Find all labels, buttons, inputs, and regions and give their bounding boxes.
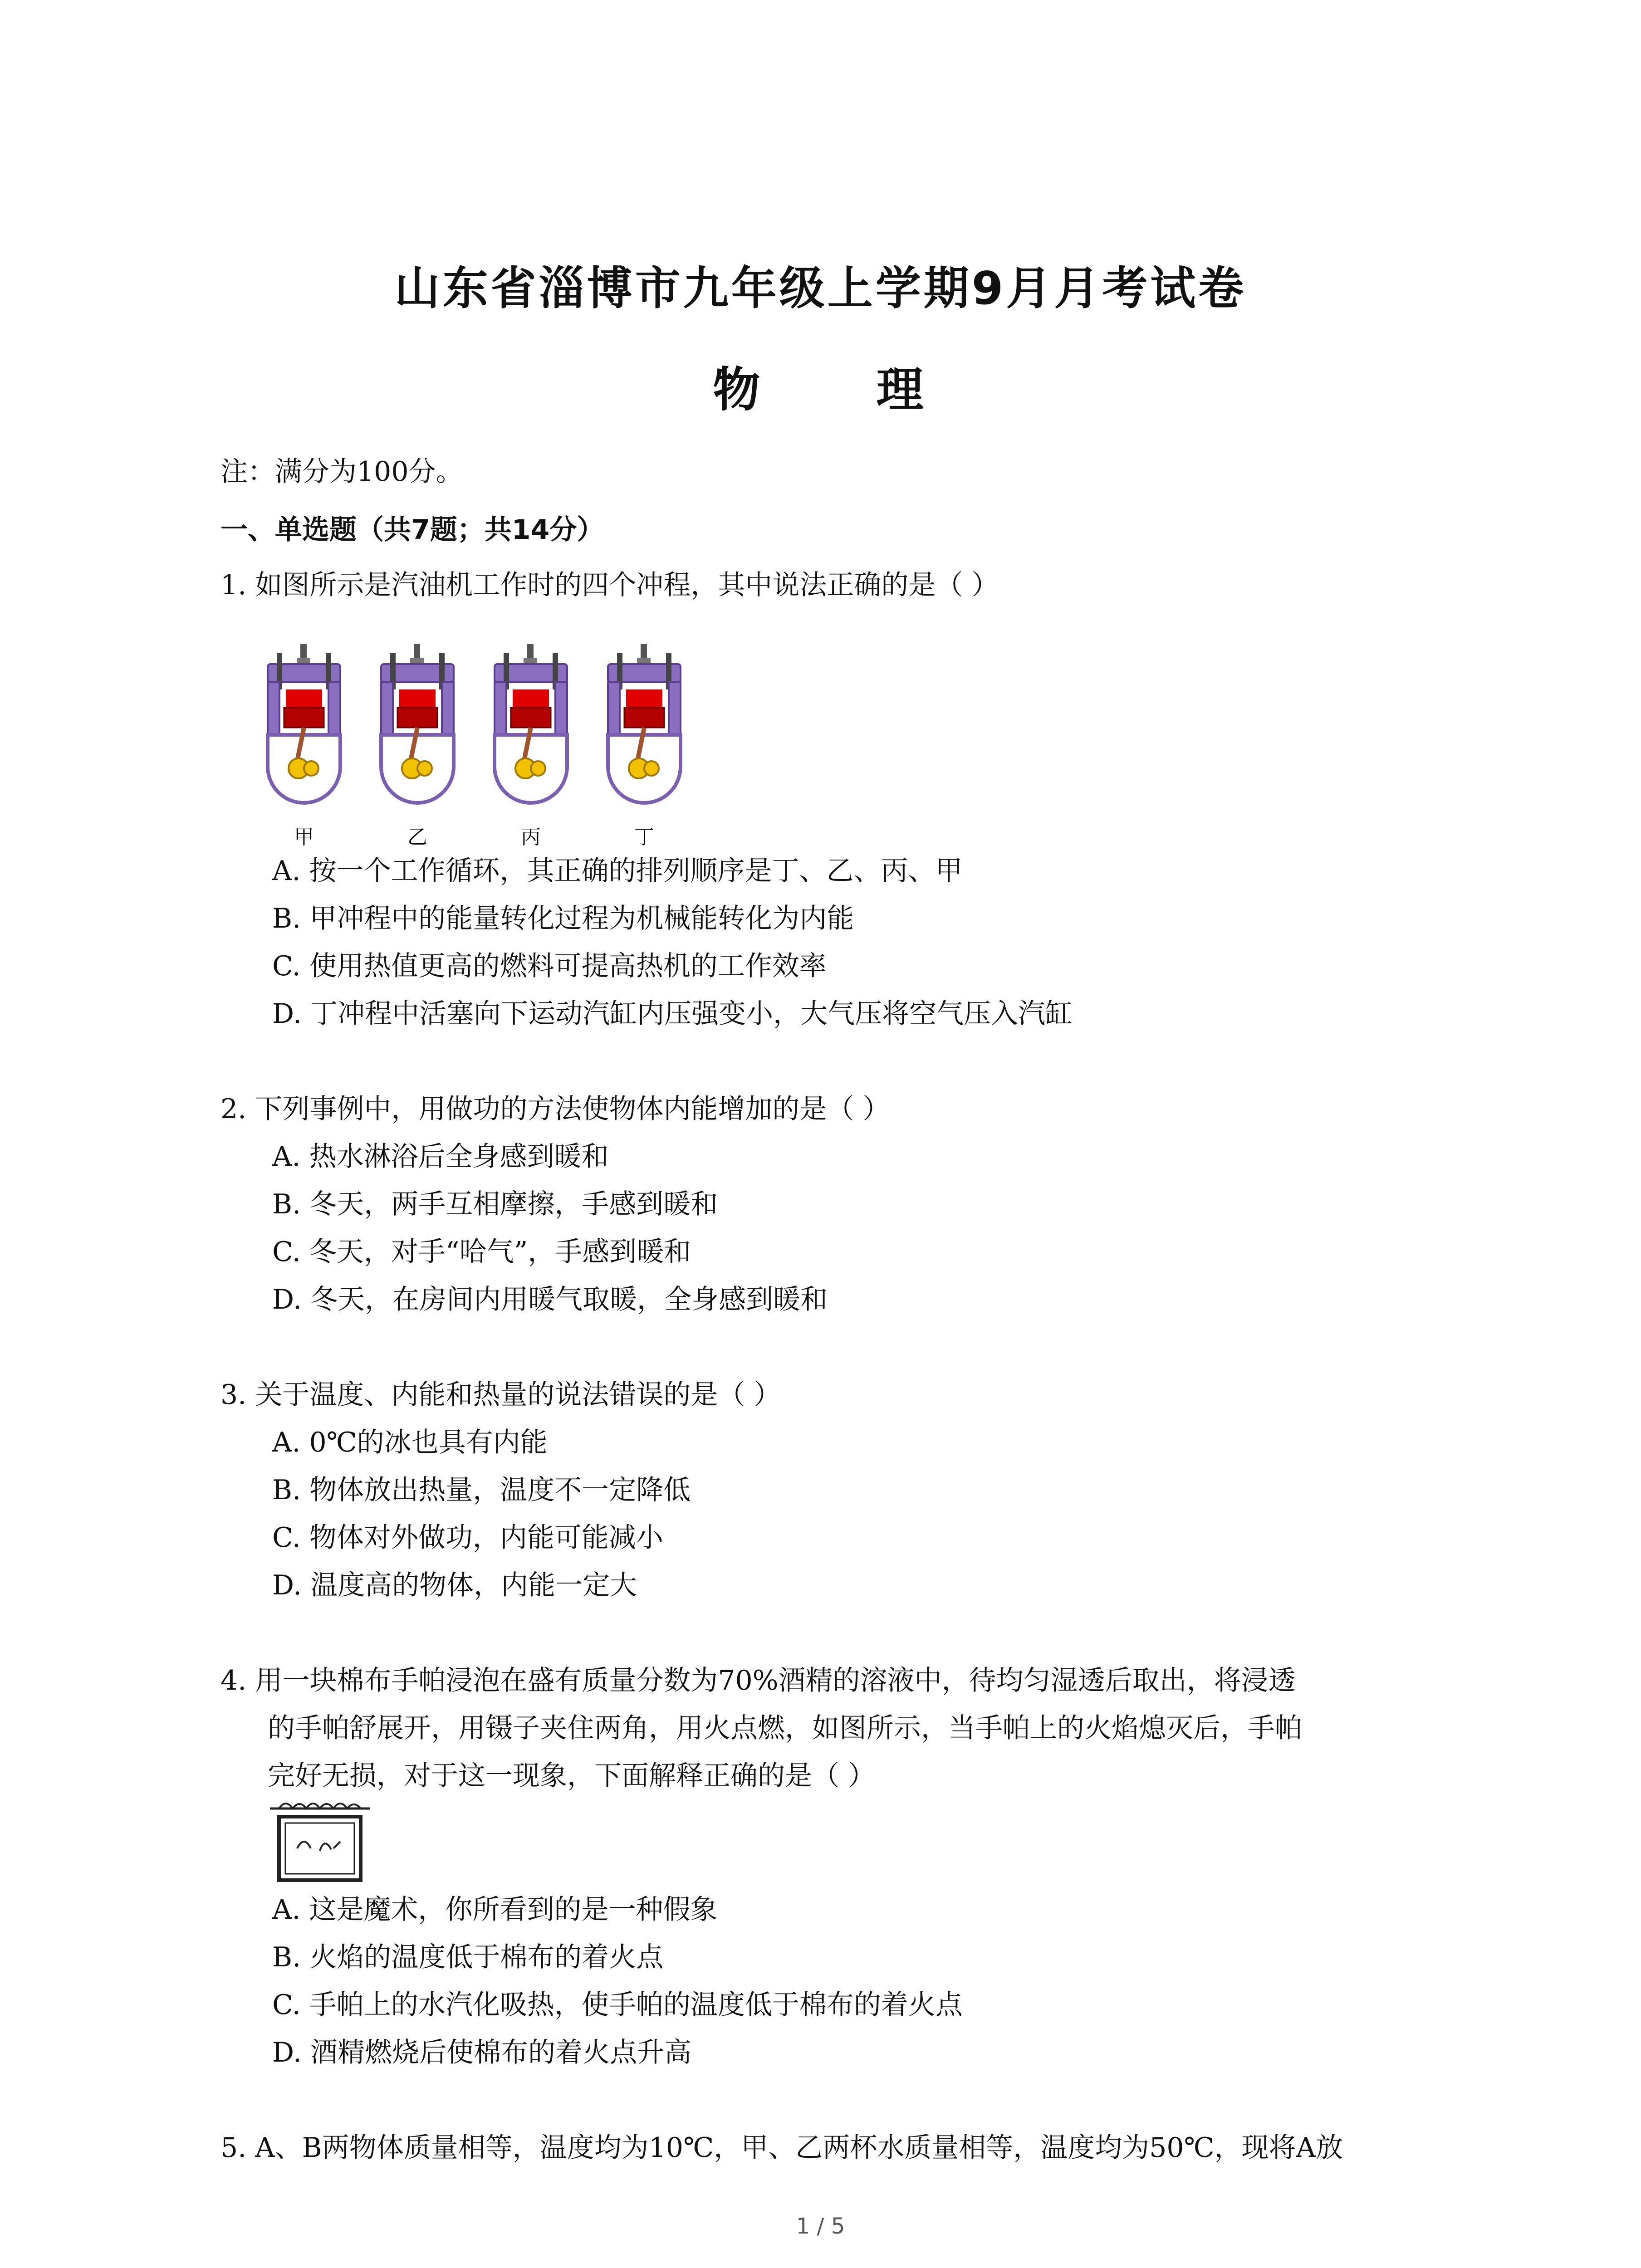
- question-2-option-d: D. 冬天，在房间内用暖气取暖，全身感到暖和: [272, 1284, 828, 1315]
- question-1-option-c: C. 使用热值更高的燃料可提高热机的工作效率: [272, 950, 827, 982]
- question-3-option-a: A. 0℃的冰也具有内能: [272, 1427, 548, 1458]
- burning-handkerchief-figure: [265, 1799, 374, 1889]
- question-4-option-d: D. 酒精燃烧后使棉布的着火点升高: [272, 2037, 692, 2068]
- question-2-option-b: B. 冬天，两手互相摩擦，手感到暖和: [272, 1188, 718, 1220]
- question-3-stem: 3. 关于温度、内能和热量的说法错误的是（ ）: [220, 1379, 781, 1411]
- question-1-stem: 1. 如图所示是汽油机工作时的四个冲程，其中说法正确的是（ ）: [220, 569, 999, 601]
- question-3-option-d: D. 温度高的物体，内能一定大: [272, 1569, 637, 1601]
- figure-label-jia: 甲: [294, 826, 314, 849]
- question-1-option-a: A. 按一个工作循环，其正确的排列顺序是丁、乙、丙、甲: [272, 855, 963, 887]
- figure-label-yi: 乙: [407, 826, 427, 849]
- question-5-stem: 5. A、B两物体质量相等，温度均为10℃，甲、乙两杯水质量相等，温度均为50℃，现将A放: [220, 2132, 1343, 2164]
- question-2-stem: 2. 下列事例中，用做功的方法使物体内能增加的是（ ）: [220, 1093, 890, 1125]
- score-note: 注：满分为100分。: [220, 456, 463, 488]
- question-4-stem-line-2: 的手帕舒展开，用镊子夹住两角，用火点燃，如图所示，当手帕上的火焰熄灭后，手帕: [268, 1712, 1302, 1744]
- question-2-option-a: A. 热水淋浴后全身感到暖和: [272, 1141, 609, 1173]
- figure-label-ding: 丁: [634, 826, 654, 849]
- question-4-option-c: C. 手帕上的水汽化吸热，使手帕的温度低于棉布的着火点: [272, 1989, 963, 2021]
- exam-title: 山东省淄博市九年级上学期9月月考试卷: [394, 262, 1247, 315]
- question-2-option-c: C. 冬天，对手“哈气”，手感到暖和: [272, 1236, 691, 1268]
- question-3-option-b: B. 物体放出热量，温度不一定降低: [272, 1474, 691, 1506]
- question-4-option-b: B. 火焰的温度低于棉布的着火点: [272, 1941, 664, 1973]
- page-number: 1 / 5: [796, 2214, 845, 2239]
- section-heading: 一、单选题（共7题；共14分）: [220, 514, 604, 546]
- engine-strokes-figure: [259, 644, 735, 853]
- question-4-stem-line-1: 4. 用一块棉布手帕浸泡在盛有质量分数为70%酒精的溶液中，待均匀湿透后取出，将浸透: [220, 1665, 1296, 1696]
- question-3-option-c: C. 物体对外做功，内能可能减小: [272, 1522, 663, 1554]
- question-4-stem-line-3: 完好无损，对于这一现象，下面解释正确的是（ ）: [268, 1760, 876, 1792]
- question-1-option-b: B. 甲冲程中的能量转化过程为机械能转化为内能: [272, 903, 854, 934]
- subject-title: 物 理: [713, 362, 974, 417]
- question-1-option-d: D. 丁冲程中活塞向下运动汽缸内压强变小，大气压将空气压入汽缸: [272, 998, 1073, 1030]
- figure-label-bing: 丙: [521, 826, 541, 849]
- question-4-option-a: A. 这是魔术，你所看到的是一种假象: [272, 1894, 718, 1926]
